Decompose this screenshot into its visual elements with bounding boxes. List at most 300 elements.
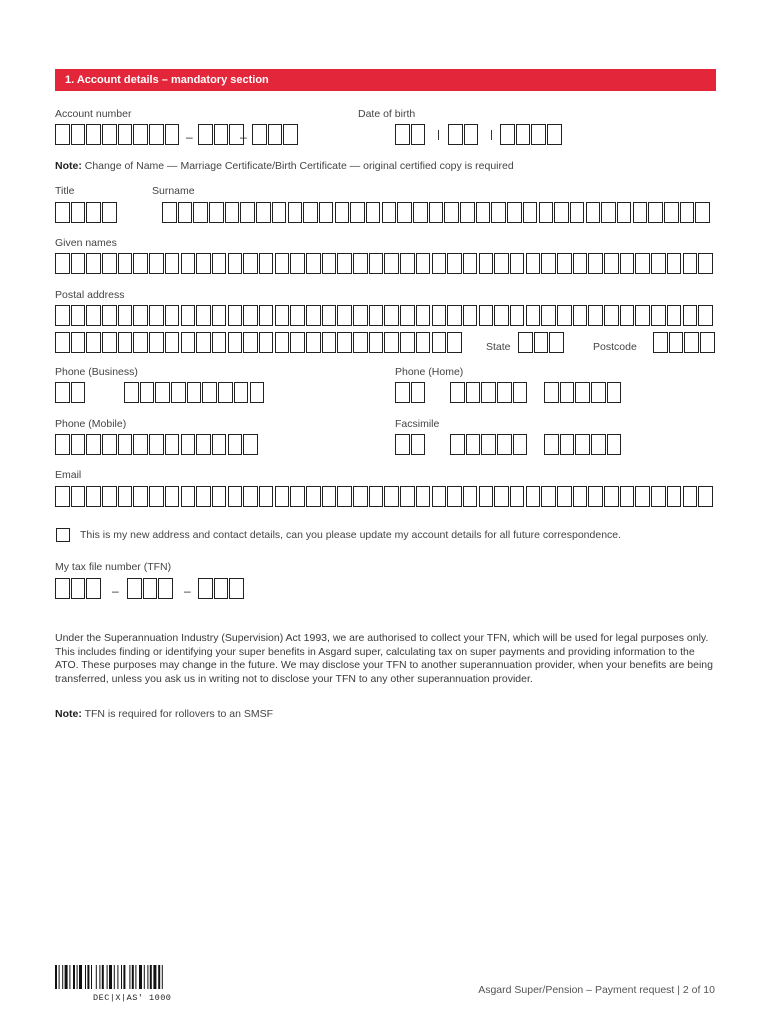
facsimile-area[interactable] <box>395 434 425 457</box>
char-box[interactable] <box>275 305 290 326</box>
char-box[interactable] <box>228 253 243 274</box>
char-box[interactable] <box>667 486 682 507</box>
given-names-field[interactable] <box>55 253 713 276</box>
char-box[interactable] <box>411 124 426 145</box>
surname-field[interactable] <box>162 202 710 225</box>
char-box[interactable] <box>601 202 616 223</box>
update-details-checkbox[interactable] <box>56 528 70 542</box>
char-box[interactable] <box>149 305 164 326</box>
char-box[interactable] <box>71 578 86 599</box>
char-box[interactable] <box>214 124 229 145</box>
char-box[interactable] <box>322 486 337 507</box>
char-box[interactable] <box>259 253 274 274</box>
char-box[interactable] <box>55 332 70 353</box>
char-box[interactable] <box>450 434 465 455</box>
char-box[interactable] <box>500 124 515 145</box>
char-box[interactable] <box>165 434 180 455</box>
email-field[interactable] <box>55 486 713 509</box>
char-box[interactable] <box>700 332 715 353</box>
char-box[interactable] <box>165 253 180 274</box>
char-box[interactable] <box>86 332 101 353</box>
char-box[interactable] <box>71 332 86 353</box>
char-box[interactable] <box>384 332 399 353</box>
phone-home-area[interactable] <box>395 382 425 405</box>
char-box[interactable] <box>698 305 713 326</box>
char-box[interactable] <box>86 202 101 223</box>
dob-year-field[interactable] <box>500 124 562 147</box>
char-box[interactable] <box>416 486 431 507</box>
char-box[interactable] <box>526 253 541 274</box>
char-box[interactable] <box>290 305 305 326</box>
char-box[interactable] <box>518 332 533 353</box>
phone-business-area[interactable] <box>55 382 85 405</box>
char-box[interactable] <box>55 382 70 403</box>
char-box[interactable] <box>547 124 562 145</box>
char-box[interactable] <box>526 305 541 326</box>
char-box[interactable] <box>510 486 525 507</box>
char-box[interactable] <box>667 305 682 326</box>
postcode-field[interactable] <box>653 332 715 355</box>
char-box[interactable] <box>275 253 290 274</box>
char-box[interactable] <box>290 332 305 353</box>
char-box[interactable] <box>479 253 494 274</box>
char-box[interactable] <box>382 202 397 223</box>
char-box[interactable] <box>225 202 240 223</box>
char-box[interactable] <box>539 202 554 223</box>
tfn-part2[interactable] <box>127 578 173 601</box>
char-box[interactable] <box>202 382 217 403</box>
char-box[interactable] <box>557 486 572 507</box>
char-box[interactable] <box>463 486 478 507</box>
char-box[interactable] <box>591 434 606 455</box>
tfn-part1[interactable] <box>55 578 101 601</box>
char-box[interactable] <box>353 332 368 353</box>
char-box[interactable] <box>447 332 462 353</box>
char-box[interactable] <box>102 434 117 455</box>
char-box[interactable] <box>55 253 70 274</box>
account-number-part1[interactable] <box>55 124 179 147</box>
char-box[interactable] <box>395 434 410 455</box>
char-box[interactable] <box>698 253 713 274</box>
char-box[interactable] <box>557 305 572 326</box>
char-box[interactable] <box>127 578 142 599</box>
char-box[interactable] <box>369 332 384 353</box>
char-box[interactable] <box>481 434 496 455</box>
char-box[interactable] <box>240 202 255 223</box>
char-box[interactable] <box>196 434 211 455</box>
char-box[interactable] <box>181 253 196 274</box>
char-box[interactable] <box>544 434 559 455</box>
char-box[interactable] <box>411 434 426 455</box>
char-box[interactable] <box>337 305 352 326</box>
char-box[interactable] <box>432 305 447 326</box>
char-box[interactable] <box>118 332 133 353</box>
char-box[interactable] <box>55 486 70 507</box>
char-box[interactable] <box>306 486 321 507</box>
char-box[interactable] <box>290 253 305 274</box>
char-box[interactable] <box>187 382 202 403</box>
char-box[interactable] <box>432 253 447 274</box>
char-box[interactable] <box>55 305 70 326</box>
char-box[interactable] <box>541 486 556 507</box>
char-box[interactable] <box>322 305 337 326</box>
char-box[interactable] <box>413 202 428 223</box>
char-box[interactable] <box>350 202 365 223</box>
char-box[interactable] <box>531 124 546 145</box>
char-box[interactable] <box>448 124 463 145</box>
char-box[interactable] <box>491 202 506 223</box>
char-box[interactable] <box>523 202 538 223</box>
char-box[interactable] <box>560 382 575 403</box>
char-box[interactable] <box>171 382 186 403</box>
char-box[interactable] <box>635 486 650 507</box>
char-box[interactable] <box>272 202 287 223</box>
char-box[interactable] <box>481 382 496 403</box>
char-box[interactable] <box>259 332 274 353</box>
char-box[interactable] <box>549 332 564 353</box>
char-box[interactable] <box>695 202 710 223</box>
char-box[interactable] <box>181 305 196 326</box>
char-box[interactable] <box>463 253 478 274</box>
char-box[interactable] <box>140 382 155 403</box>
char-box[interactable] <box>196 486 211 507</box>
char-box[interactable] <box>55 202 70 223</box>
char-box[interactable] <box>149 253 164 274</box>
char-box[interactable] <box>586 202 601 223</box>
char-box[interactable] <box>604 253 619 274</box>
phone-business-number[interactable] <box>124 382 264 405</box>
char-box[interactable] <box>400 332 415 353</box>
char-box[interactable] <box>507 202 522 223</box>
char-box[interactable] <box>86 434 101 455</box>
phone-mobile-field[interactable] <box>55 434 258 457</box>
facsimile-part2[interactable] <box>544 434 621 457</box>
char-box[interactable] <box>513 434 528 455</box>
char-box[interactable] <box>683 486 698 507</box>
char-box[interactable] <box>243 332 258 353</box>
char-box[interactable] <box>395 124 410 145</box>
char-box[interactable] <box>680 202 695 223</box>
char-box[interactable] <box>366 202 381 223</box>
char-box[interactable] <box>178 202 193 223</box>
char-box[interactable] <box>212 332 227 353</box>
char-box[interactable] <box>683 253 698 274</box>
char-box[interactable] <box>71 305 86 326</box>
char-box[interactable] <box>118 253 133 274</box>
char-box[interactable] <box>384 253 399 274</box>
char-box[interactable] <box>337 253 352 274</box>
char-box[interactable] <box>149 434 164 455</box>
char-box[interactable] <box>124 382 139 403</box>
char-box[interactable] <box>196 253 211 274</box>
char-box[interactable] <box>651 253 666 274</box>
char-box[interactable] <box>560 434 575 455</box>
char-box[interactable] <box>149 332 164 353</box>
phone-home-part2[interactable] <box>544 382 621 405</box>
char-box[interactable] <box>181 332 196 353</box>
char-box[interactable] <box>476 202 491 223</box>
char-box[interactable] <box>118 124 133 145</box>
char-box[interactable] <box>165 124 180 145</box>
char-box[interactable] <box>510 253 525 274</box>
char-box[interactable] <box>155 382 170 403</box>
char-box[interactable] <box>588 486 603 507</box>
char-box[interactable] <box>133 124 148 145</box>
char-box[interactable] <box>479 486 494 507</box>
char-box[interactable] <box>400 253 415 274</box>
char-box[interactable] <box>494 253 509 274</box>
char-box[interactable] <box>196 305 211 326</box>
char-box[interactable] <box>71 382 86 403</box>
char-box[interactable] <box>86 253 101 274</box>
account-number-part2[interactable] <box>198 124 244 147</box>
char-box[interactable] <box>306 305 321 326</box>
char-box[interactable] <box>384 305 399 326</box>
char-box[interactable] <box>541 253 556 274</box>
char-box[interactable] <box>575 434 590 455</box>
char-box[interactable] <box>669 332 684 353</box>
char-box[interactable] <box>306 332 321 353</box>
char-box[interactable] <box>497 382 512 403</box>
char-box[interactable] <box>463 305 478 326</box>
char-box[interactable] <box>664 202 679 223</box>
char-box[interactable] <box>102 124 117 145</box>
char-box[interactable] <box>212 434 227 455</box>
char-box[interactable] <box>218 382 233 403</box>
char-box[interactable] <box>617 202 632 223</box>
char-box[interactable] <box>460 202 475 223</box>
char-box[interactable] <box>228 434 243 455</box>
char-box[interactable] <box>447 253 462 274</box>
char-box[interactable] <box>369 305 384 326</box>
postal-address-line1[interactable] <box>55 305 713 328</box>
char-box[interactable] <box>620 486 635 507</box>
char-box[interactable] <box>573 305 588 326</box>
dob-day-field[interactable] <box>395 124 425 147</box>
char-box[interactable] <box>607 382 622 403</box>
char-box[interactable] <box>181 486 196 507</box>
char-box[interactable] <box>198 578 213 599</box>
char-box[interactable] <box>353 305 368 326</box>
char-box[interactable] <box>118 486 133 507</box>
char-box[interactable] <box>541 305 556 326</box>
char-box[interactable] <box>133 434 148 455</box>
char-box[interactable] <box>228 332 243 353</box>
char-box[interactable] <box>71 486 86 507</box>
char-box[interactable] <box>275 332 290 353</box>
char-box[interactable] <box>322 332 337 353</box>
char-box[interactable] <box>633 202 648 223</box>
char-box[interactable] <box>275 486 290 507</box>
char-box[interactable] <box>432 486 447 507</box>
char-box[interactable] <box>228 486 243 507</box>
char-box[interactable] <box>86 578 101 599</box>
char-box[interactable] <box>133 332 148 353</box>
char-box[interactable] <box>353 253 368 274</box>
char-box[interactable] <box>494 305 509 326</box>
char-box[interactable] <box>252 124 267 145</box>
char-box[interactable] <box>118 305 133 326</box>
char-box[interactable] <box>494 486 509 507</box>
char-box[interactable] <box>55 434 70 455</box>
char-box[interactable] <box>557 253 572 274</box>
char-box[interactable] <box>369 253 384 274</box>
state-field[interactable] <box>518 332 564 355</box>
char-box[interactable] <box>165 486 180 507</box>
char-box[interactable] <box>526 486 541 507</box>
char-box[interactable] <box>335 202 350 223</box>
char-box[interactable] <box>573 253 588 274</box>
char-box[interactable] <box>209 202 224 223</box>
char-box[interactable] <box>234 382 249 403</box>
char-box[interactable] <box>534 332 549 353</box>
char-box[interactable] <box>591 382 606 403</box>
char-box[interactable] <box>71 124 86 145</box>
char-box[interactable] <box>149 124 164 145</box>
char-box[interactable] <box>165 305 180 326</box>
char-box[interactable] <box>684 332 699 353</box>
char-box[interactable] <box>256 202 271 223</box>
char-box[interactable] <box>588 305 603 326</box>
char-box[interactable] <box>397 202 412 223</box>
char-box[interactable] <box>102 486 117 507</box>
char-box[interactable] <box>181 434 196 455</box>
char-box[interactable] <box>303 202 318 223</box>
char-box[interactable] <box>212 305 227 326</box>
char-box[interactable] <box>102 253 117 274</box>
char-box[interactable] <box>588 253 603 274</box>
char-box[interactable] <box>447 305 462 326</box>
char-box[interactable] <box>429 202 444 223</box>
char-box[interactable] <box>133 253 148 274</box>
char-box[interactable] <box>416 332 431 353</box>
char-box[interactable] <box>353 486 368 507</box>
char-box[interactable] <box>604 305 619 326</box>
char-box[interactable] <box>86 486 101 507</box>
char-box[interactable] <box>447 486 462 507</box>
char-box[interactable] <box>149 486 164 507</box>
char-box[interactable] <box>228 305 243 326</box>
char-box[interactable] <box>118 434 133 455</box>
char-box[interactable] <box>229 578 244 599</box>
char-box[interactable] <box>102 332 117 353</box>
char-box[interactable] <box>243 486 258 507</box>
char-box[interactable] <box>337 332 352 353</box>
char-box[interactable] <box>133 486 148 507</box>
char-box[interactable] <box>667 253 682 274</box>
char-box[interactable] <box>268 124 283 145</box>
char-box[interactable] <box>400 486 415 507</box>
char-box[interactable] <box>416 253 431 274</box>
char-box[interactable] <box>290 486 305 507</box>
char-box[interactable] <box>212 253 227 274</box>
char-box[interactable] <box>648 202 663 223</box>
char-box[interactable] <box>384 486 399 507</box>
char-box[interactable] <box>411 382 426 403</box>
char-box[interactable] <box>198 124 213 145</box>
char-box[interactable] <box>466 382 481 403</box>
char-box[interactable] <box>604 486 619 507</box>
char-box[interactable] <box>322 253 337 274</box>
char-box[interactable] <box>243 434 258 455</box>
char-box[interactable] <box>635 253 650 274</box>
char-box[interactable] <box>444 202 459 223</box>
char-box[interactable] <box>653 332 668 353</box>
char-box[interactable] <box>319 202 334 223</box>
char-box[interactable] <box>607 434 622 455</box>
char-box[interactable] <box>432 332 447 353</box>
char-box[interactable] <box>497 434 512 455</box>
char-box[interactable] <box>243 253 258 274</box>
char-box[interactable] <box>71 202 86 223</box>
char-box[interactable] <box>259 305 274 326</box>
char-box[interactable] <box>193 202 208 223</box>
char-box[interactable] <box>651 486 666 507</box>
char-box[interactable] <box>516 124 531 145</box>
facsimile-part1[interactable] <box>450 434 527 457</box>
tfn-part3[interactable] <box>198 578 244 601</box>
char-box[interactable] <box>143 578 158 599</box>
char-box[interactable] <box>196 332 211 353</box>
char-box[interactable] <box>573 486 588 507</box>
char-box[interactable] <box>86 305 101 326</box>
phone-home-part1[interactable] <box>450 382 527 405</box>
char-box[interactable] <box>55 578 70 599</box>
char-box[interactable] <box>259 486 274 507</box>
char-box[interactable] <box>466 434 481 455</box>
char-box[interactable] <box>400 305 415 326</box>
char-box[interactable] <box>162 202 177 223</box>
char-box[interactable] <box>165 332 180 353</box>
account-number-part3[interactable] <box>252 124 298 147</box>
char-box[interactable] <box>416 305 431 326</box>
char-box[interactable] <box>635 305 650 326</box>
char-box[interactable] <box>464 124 479 145</box>
char-box[interactable] <box>698 486 713 507</box>
char-box[interactable] <box>510 305 525 326</box>
char-box[interactable] <box>102 305 117 326</box>
postal-address-line2[interactable] <box>55 332 462 355</box>
char-box[interactable] <box>651 305 666 326</box>
char-box[interactable] <box>214 578 229 599</box>
char-box[interactable] <box>369 486 384 507</box>
char-box[interactable] <box>575 382 590 403</box>
char-box[interactable] <box>337 486 352 507</box>
char-box[interactable] <box>55 124 70 145</box>
char-box[interactable] <box>250 382 265 403</box>
char-box[interactable] <box>102 202 117 223</box>
char-box[interactable] <box>86 124 101 145</box>
char-box[interactable] <box>243 305 258 326</box>
char-box[interactable] <box>133 305 148 326</box>
char-box[interactable] <box>479 305 494 326</box>
char-box[interactable] <box>683 305 698 326</box>
char-box[interactable] <box>513 382 528 403</box>
char-box[interactable] <box>212 486 227 507</box>
char-box[interactable] <box>71 434 86 455</box>
char-box[interactable] <box>288 202 303 223</box>
title-field[interactable] <box>55 202 117 225</box>
char-box[interactable] <box>554 202 569 223</box>
char-box[interactable] <box>620 305 635 326</box>
char-box[interactable] <box>283 124 298 145</box>
char-box[interactable] <box>395 382 410 403</box>
char-box[interactable] <box>544 382 559 403</box>
char-box[interactable] <box>450 382 465 403</box>
char-box[interactable] <box>570 202 585 223</box>
char-box[interactable] <box>158 578 173 599</box>
char-box[interactable] <box>71 253 86 274</box>
